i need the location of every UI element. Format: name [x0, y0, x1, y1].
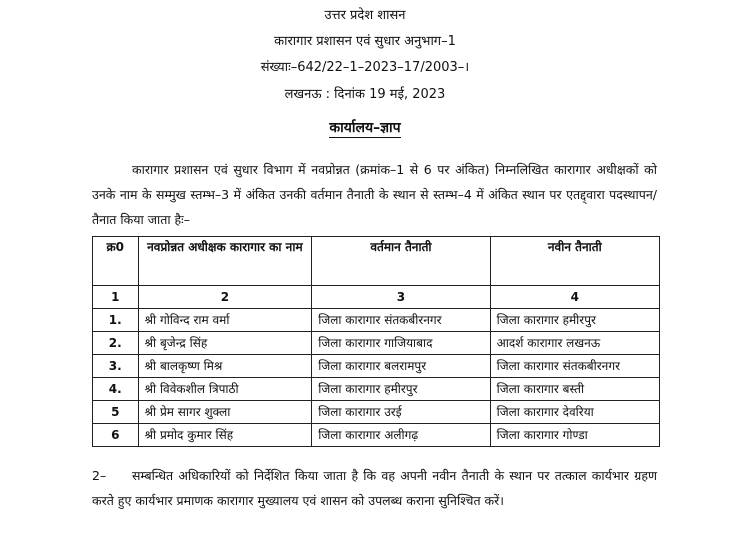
header-department: कारागार प्रशासन एवं सुधार अनुभाग–1: [274, 34, 456, 49]
posting-table: [92, 236, 660, 447]
serial-cell: 6: [93, 424, 139, 447]
col-header-current-posting: वर्तमान तैनाती: [312, 237, 490, 286]
current-posting-cell: जिला कारागार अलीगढ़: [312, 424, 490, 447]
current-posting-cell: जिला कारागार संतकबीरनगर: [312, 309, 490, 332]
header-reference-number: संख्याः–642/22–1–2023–17/2003–।: [260, 60, 470, 75]
table-row: [93, 401, 660, 424]
table-row: [93, 355, 660, 378]
header-government: उत्तर प्रदेश शासन: [324, 8, 406, 23]
current-posting-cell: जिला कारागार बलरामपुर: [312, 355, 490, 378]
new-posting-cell: जिला कारागार संतकबीरनगर: [490, 355, 659, 378]
new-posting-cell: जिला कारागार बस्ती: [490, 378, 659, 401]
paragraph-1: कारागार प्रशासन एवं सुधार विभाग में नवप्रोन्नत (क्रमांक–1 से 6 पर अंकित) निम्नलिखित कारागार अधीक्षकों को उनके नाम के सम्मुख स्तम्भ–3 में अंकित उनकी वर्तमान तैनाती के स्थान से स्तम्भ–4 में अंकित स्थान पर एतद्द्वारा पदस्थापन/तैनात किया जाता हैः–: [92, 162, 657, 227]
new-posting-cell: जिला कारागार हमीरपुर: [490, 309, 659, 332]
index-cell: 2: [138, 286, 312, 309]
table-row: [93, 332, 660, 355]
index-cell: 3: [312, 286, 490, 309]
paragraph-2: [92, 463, 657, 513]
table-row: [93, 378, 660, 401]
table-header-row: [93, 237, 660, 286]
table-index-row: [93, 286, 660, 309]
name-cell: श्री बालकृष्ण मिश्र: [138, 355, 312, 378]
serial-cell: 2.: [93, 332, 139, 355]
index-cell: 1: [93, 286, 139, 309]
memo-title-wrap: [0, 118, 730, 137]
col-header-serial: क्र0: [93, 237, 139, 286]
name-cell: श्री प्रेम सागर शुक्ला: [138, 401, 312, 424]
col-header-new-posting: नवीन तैनाती: [490, 237, 659, 286]
paragraph-2-number: 2–: [92, 468, 107, 483]
col-header-name: नवप्रोन्नत अधीक्षक कारागार का नाम: [138, 237, 312, 286]
serial-cell: 4.: [93, 378, 139, 401]
current-posting-cell: जिला कारागार हमीरपुर: [312, 378, 490, 401]
serial-cell: 1.: [93, 309, 139, 332]
new-posting-cell: जिला कारागार गोण्डा: [490, 424, 659, 447]
paragraph-2-text: सम्बन्धित अधिकारियों को निर्देशित किया जाता है कि वह अपनी नवीन तैनाती के स्थान पर तत्काल कार्यभार ग्रहण करते हुए कार्यभार प्रमाणक कारागार मुख्यालय एवं शासन को उपलब्ध कराना सुनिश्चित करें।: [92, 468, 657, 508]
current-posting-cell: जिला कारागार उरई: [312, 401, 490, 424]
table-row: [93, 424, 660, 447]
memo-title: कार्यालय–ज्ञाप: [329, 120, 401, 136]
new-posting-cell: आदर्श कारागार लखनऊ: [490, 332, 659, 355]
table-row: [93, 309, 660, 332]
serial-cell: 5: [93, 401, 139, 424]
name-cell: श्री विवेकशील त्रिपाठी: [138, 378, 312, 401]
new-posting-cell: जिला कारागार देवरिया: [490, 401, 659, 424]
name-cell: श्री गोविन्द राम वर्मा: [138, 309, 312, 332]
serial-cell: 3.: [93, 355, 139, 378]
index-cell: 4: [490, 286, 659, 309]
current-posting-cell: जिला कारागार गाजियाबाद: [312, 332, 490, 355]
name-cell: श्री प्रमोद कुमार सिंह: [138, 424, 312, 447]
name-cell: श्री बृजेन्द्र सिंह: [138, 332, 312, 355]
header-place-date: लखनऊ : दिनांक 19 मई, 2023: [284, 87, 446, 102]
